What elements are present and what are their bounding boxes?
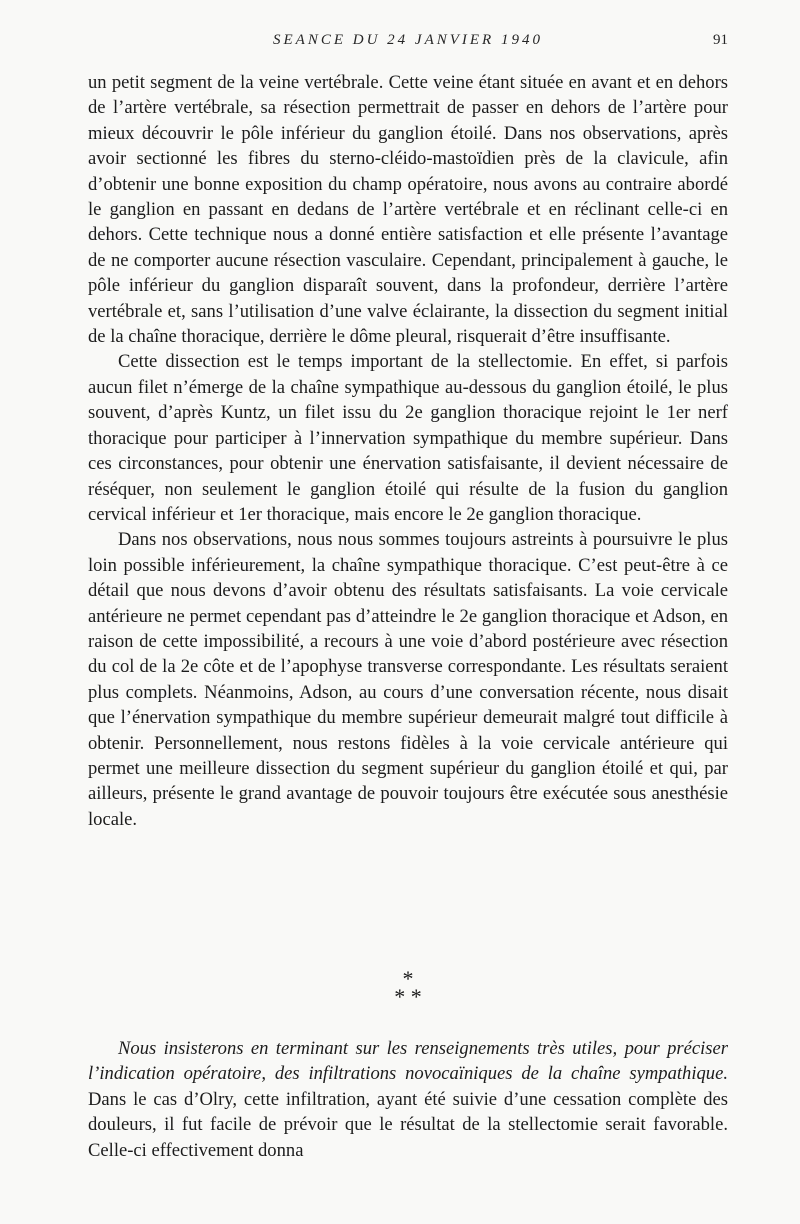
page-number: 91 xyxy=(713,32,728,48)
final-paragraph xyxy=(88,1036,728,1163)
asterism-top: * xyxy=(402,966,414,991)
paragraph-2: Cette dissection est le temps important de la stellectomie. En effet, si parfois aucun filet n’émerge de la chaîne sympathique au-dessous du ganglion étoilé, le plus souvent, d’après Kuntz, un filet issu du 2e ganglion thoracique rejoint le 1er nerf thoracique pour participer à l’innervation sympathique du membre supérieur. Dans ces circonstances, pour obtenir une énervation satisfaisante, il devient nécessaire de réséquer, non seulement le ganglion étoilé qui résulte de la fusion du ganglion cervical inférieur et 1er thoracique, mais encore le 2e ganglion thoracique. xyxy=(88,351,728,525)
asterism-bottom: * * xyxy=(394,984,422,1009)
running-title: SEANCE DU 24 JANVIER 1940 xyxy=(273,32,543,48)
paragraph-1: un petit segment de la veine vertébrale. Cette veine étant située en avant et en dehors de l’artère vertébrale, sa résection permettrait de passer en dehors de l’artère pour mieux découvrir le pôle inférieur du ganglion étoilé. Dans nos observations, après avoir sectionné les fibres du sterno-cléido-mastoïdien près de la clavicule, afin d’obtenir une bonne exposition du champ opératoire, nous avons au contraire abordé le ganglion en passant en dedans de l’artère vertébrale et en réclinant celle-ci en dehors. Cette technique nous a donné entière satisfaction et elle présente l’avantage de ne comporter aucune résection vasculaire. Cependant, principalement à gauche, le pôle inférieur du ganglion disparaît souvent, dans la profondeur, derrière l’artère vertébrale et, sans l’utilisation d’une valve éclairante, la dissection du segment initial de la chaîne thoracique, derrière le dôme pleural, risquerait d’être insuffisante. xyxy=(88,72,728,348)
page-header xyxy=(88,32,728,56)
section-separator xyxy=(88,966,728,1009)
final-paragraph-roman: Dans le cas d’Olry, cette infiltration, ayant été suivie d’une cessation complète des douleurs, il fut facile de prévoir que le résultat de la stellectomie serait favorable. Celle-ci effectivement donna xyxy=(88,1088,728,1161)
body-text xyxy=(88,70,728,832)
final-paragraph-italic: Nous insisterons en terminant sur les renseignements très utiles, pour préciser l’indication opératoire, des infiltrations novocaïniques de la chaîne sympathique. xyxy=(88,1038,728,1085)
paragraph-3: Dans nos observations, nous nous sommes toujours astreints à poursuivre le plus loin possible inférieurement, la chaîne sympathique thoracique. C’est peut-être à ce détail que nous devons d’avoir obtenu des résultats satisfaisants. La voie cervicale antérieure ne permet cependant pas d’atteindre le 2e ganglion thoracique et Adson, en raison de cette impossibilité, a recours à une voie d’abord postérieure avec résection du col de la 2e côte et de l’apophyse transverse correspondante. Les résultats seraient plus complets. Néanmoins, Adson, au cours d’une conversation récente, nous disait que l’énervation sympathique du membre supérieur demeurait malgré tout difficile à obtenir. Personnellement, nous restons fidèles à la voie cervicale antérieure qui permet une meilleure dissection du segment supérieur du ganglion étoilé et qui, par ailleurs, présente le grand avantage de pouvoir toujours être exécutée sous anesthésie locale. xyxy=(88,529,728,830)
